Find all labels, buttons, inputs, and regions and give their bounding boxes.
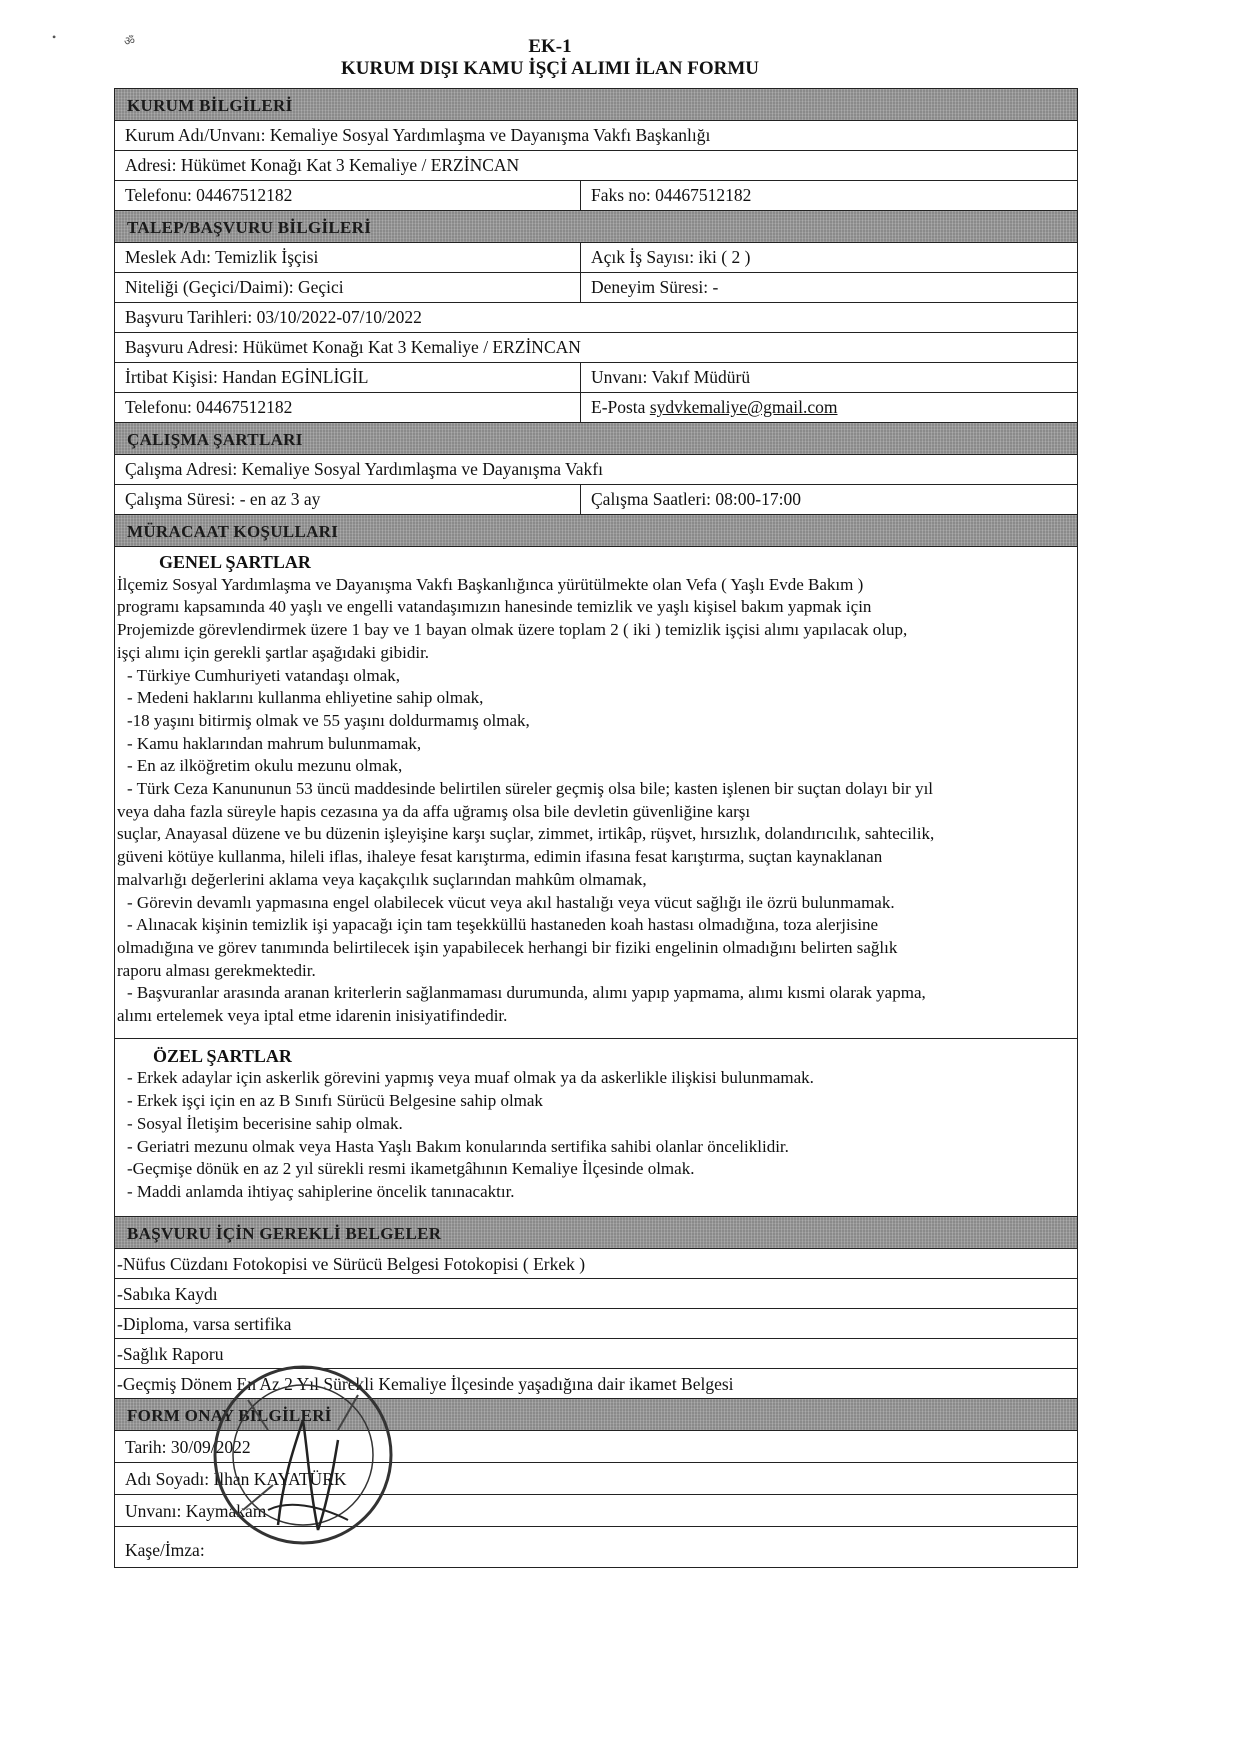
scan-mark-icon: ॐ	[124, 34, 135, 48]
section-header-institution: KURUM BİLGİLERİ	[115, 89, 1077, 121]
row-institution-address	[115, 151, 1077, 181]
document-item: -Nüfus Cüzdanı Fotokopisi ve Sürücü Belgesi Fotokopisi ( Erkek )	[115, 1249, 1077, 1279]
general-item: -18 yaşını bitirmiş olmak ve 55 yaşını doldurmamış olmak,	[127, 710, 530, 730]
report-item: raporu alması gerekmektedir.	[117, 960, 316, 980]
approval-name: Adı Soyadı: İlhan KAYATÜRK	[115, 1463, 1077, 1495]
row-contact	[115, 363, 1077, 393]
section-header-request: TALEP/BAŞVURU BİLGİLERİ	[115, 211, 1077, 243]
institution-name: Kurum Adı/Unvanı: Kemaliye Sosyal Yardımlaşma ve Dayanışma Vakfı Başkanlığı	[125, 125, 711, 145]
section-header-approval: FORM ONAY BİLGİLERİ	[115, 1399, 1077, 1431]
approval-seal: Kaşe/İmza:	[125, 1539, 205, 1560]
institution-phone: Telefonu: 04467512182	[115, 181, 581, 210]
report-item: olmadığına ve görev tanımında belirtilecek işin yapabilecek herhangi bir fiziki engelinin olmadığını belirten sağlık	[117, 937, 898, 957]
row-nature	[115, 273, 1077, 303]
form-title: KURUM DIŞI KAMU İŞÇİ ALIMI İLAN FORMU	[340, 58, 760, 79]
general-item: - Türkiye Cumhuriyeti vatandaşı olmak,	[127, 665, 401, 685]
row-work-address	[115, 455, 1077, 485]
document-item: -Diploma, varsa sertifika	[115, 1309, 1077, 1339]
contact-person: İrtibat Kişisi: Handan EGİNLİGİL	[115, 363, 581, 392]
document-item: -Geçmiş Dönem En Az 2 Yıl Sürekli Kemaliye İlçesinde yaşadığına dair ikamet Belgesi	[115, 1369, 1077, 1399]
institution-fax: Faks no: 04467512182	[591, 185, 752, 205]
job-nature: Niteliği (Geçici/Daimi): Geçici	[115, 273, 581, 302]
row-institution-name	[115, 121, 1077, 151]
intro-line: programı kapsamında 40 yaşlı ve engelli vatandaşımızın hanesinde temizlik ve yaşlı kişisel bakım yapmak için	[117, 597, 872, 617]
institution-address: Adresi: Hükümet Konağı Kat 3 Kemaliye / ERZİNCAN	[125, 155, 520, 175]
general-item-continued: güveni kötüye kullanma, hileli iflas, ihaleye fesat karıştırma, edimin ifasına fesat karıştırma, suçtan kaynaklanan	[117, 847, 883, 867]
application-address: Başvuru Adresi: Hükümet Konağı Kat 3 Kemaliye / ERZİNCAN	[125, 337, 581, 357]
approval-title: Unvanı: Kaymakam	[115, 1495, 1077, 1527]
intro-line: İlçemiz Sosyal Yardımlaşma ve Dayanışma Vakfı Başkanlığınca yürütülmekte olan Vefa ( Yaşlı Evde Bakım )	[117, 574, 864, 594]
general-item-continued: veya daha fazla süreyle hapis cezasına ya da affa uğramış olsa bile devletin güvenliğine karşı	[117, 801, 751, 821]
general-item: - Medeni haklarını kullanma ehliyetine sahip olmak,	[127, 688, 484, 708]
health-item: - Görevin devamlı yapmasına engel olabilecek vücut veya akıl hastalığı veya vücut sağlığı ile özrü bulunmamak.	[127, 892, 895, 912]
special-item: - Erkek adaylar için askerlik görevini yapmış veya muaf olmak ya da askerlikle ilişkisi bulunmamak.	[127, 1068, 814, 1088]
intro-line: işçi alımı için gerekli şartlar aşağıdaki gibidir.	[117, 642, 430, 662]
row-occupation	[115, 243, 1077, 273]
general-conditions-title: GENEL ŞARTLAR	[159, 552, 311, 572]
report-item: - Alınacak kişinin temizlik işi yapacağı için tam teşekküllü hastaneden koah hastası olmadığına, toza alerjisine	[127, 915, 879, 935]
row-institution-contact	[115, 181, 1077, 211]
experience: Deneyim Süresi: -	[591, 277, 719, 297]
contact-title: Unvanı: Vakıf Müdürü	[591, 367, 751, 387]
work-address: Çalışma Adresi: Kemaliye Sosyal Yardımlaşma ve Dayanışma Vakfı	[125, 459, 603, 479]
work-duration: Çalışma Süresi: - en az 3 ay	[115, 485, 581, 514]
special-conditions	[115, 1039, 1077, 1217]
special-item: - Erkek işçi için en az B Sınıfı Sürücü Belgesine sahip olmak	[127, 1091, 543, 1111]
work-hours: Çalışma Saatleri: 08:00-17:00	[591, 489, 801, 509]
row-work-time	[115, 485, 1077, 515]
contact-phone: Telefonu: 04467512182	[115, 393, 581, 422]
general-item-continued: malvarlığı değerlerini aklama veya kaçakçılık suçlarından mahkûm olmamak,	[117, 869, 647, 889]
general-item: - Kamu haklarından mahrum bulunmamak,	[127, 733, 422, 753]
approval-date: Tarih: 30/09/2022	[115, 1431, 1077, 1463]
openings: Açık İş Sayısı: iki ( 2 )	[591, 247, 751, 267]
special-conditions-title: ÖZEL ŞARTLAR	[153, 1045, 292, 1066]
general-conditions	[115, 547, 1077, 1039]
special-item: - Maddi anlamda ihtiyaç sahiplerine öncelik tanınacaktır.	[127, 1181, 515, 1201]
contact-email	[581, 393, 1077, 422]
scan-mark-icon: •	[52, 30, 57, 44]
row-application-address	[115, 333, 1077, 363]
discretion-item: - Başvuranlar arasında aranan kriterlerin sağlanmaması durumunda, alımı yapıp yapmama, alımı kısmi olarak yapma,	[127, 983, 926, 1003]
email-link[interactable]: sydvkemaliye@gmail.com	[649, 397, 838, 417]
application-dates: Başvuru Tarihleri: 03/10/2022-07/10/2022	[125, 307, 422, 327]
occupation: Meslek Adı: Temizlik İşçisi	[115, 243, 581, 272]
section-header-work: ÇALIŞMA ŞARTLARI	[115, 423, 1077, 455]
email-label: E-Posta	[591, 397, 650, 417]
document-item: -Sağlık Raporu	[115, 1339, 1077, 1369]
row-contact-phone	[115, 393, 1077, 423]
document-item: -Sabıka Kaydı	[115, 1279, 1077, 1309]
special-item: - Geriatri mezunu olmak veya Hasta Yaşlı Bakım konularında sertifika sahibi olanlar önceliklidir.	[127, 1136, 789, 1156]
section-header-documents: BAŞVURU İÇİN GEREKLİ BELGELER	[115, 1217, 1077, 1249]
row-dates	[115, 303, 1077, 333]
special-item: -Geçmişe dönük en az 2 yıl sürekli resmi ikametgâhının Kemaliye İlçesinde olmak.	[127, 1159, 695, 1179]
annex-label: EK-1	[528, 36, 572, 57]
general-item: - Türk Ceza Kanununun 53 üncü maddesinde belirtilen süreler geçmiş olsa bile; kasten işlenen bir suçtan dolayı bir yıl	[127, 779, 934, 799]
announcement-form	[114, 88, 1078, 1568]
intro-line: Projemizde görevlendirmek üzere 1 bay ve 1 bayan olmak üzere toplam 2 ( iki ) temizlik işçisi alımı yapılacak olup,	[117, 620, 908, 640]
section-header-conditions: MÜRACAAT KOŞULLARI	[115, 515, 1077, 547]
general-item: - En az ilköğretim okulu mezunu olmak,	[127, 756, 403, 776]
general-item-continued: suçlar, Anayasal düzene ve bu düzenin işleyişine karşı suçlar, zimmet, irtikâp, rüşvet, hırsızlık, dolandırıcılık, sahtecilik,	[117, 824, 935, 844]
special-item: - Sosyal İletişim becerisine sahip olmak.	[127, 1113, 403, 1133]
discretion-item: alımı ertelemek veya iptal etme idarenin inisiyatifindedir.	[117, 1006, 508, 1026]
